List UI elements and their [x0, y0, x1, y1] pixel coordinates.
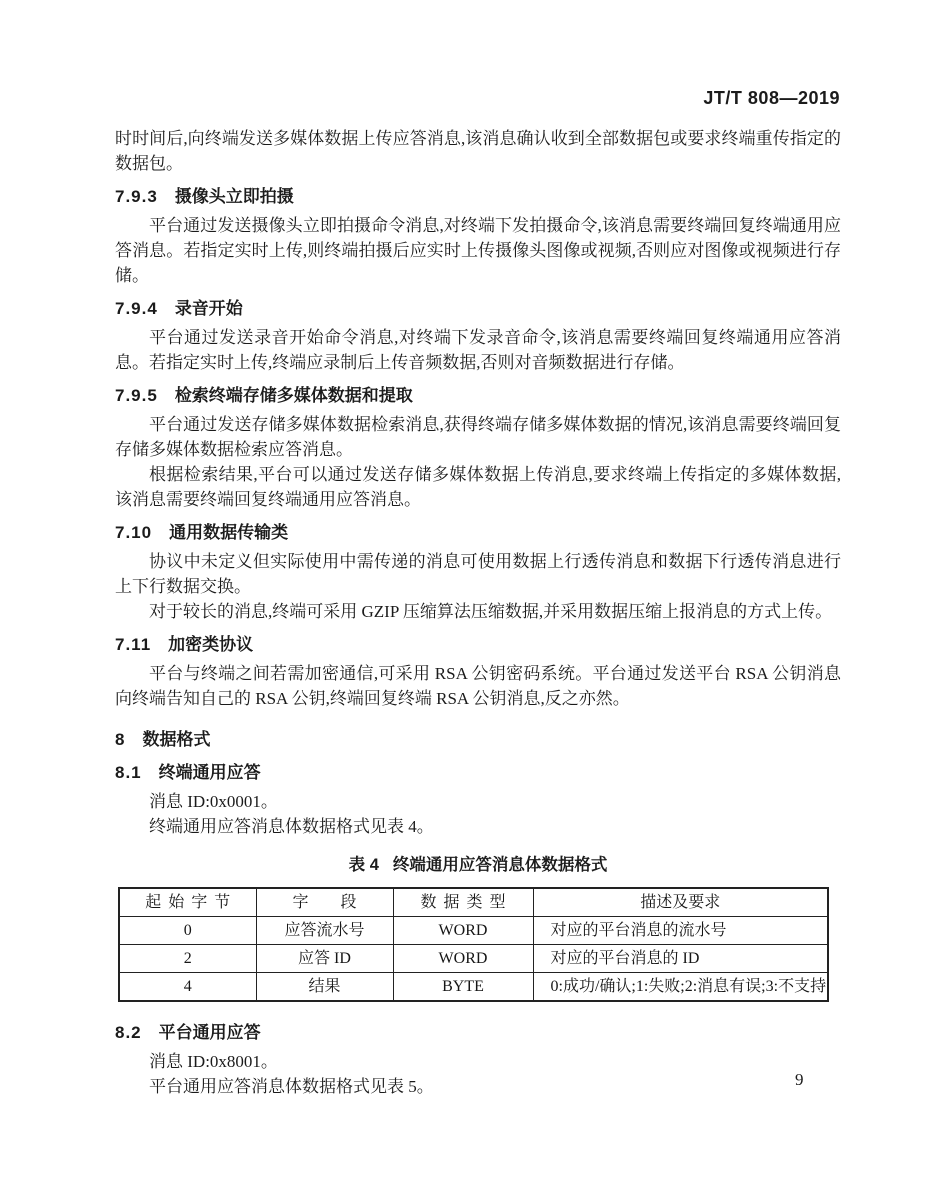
heading-title: 加密类协议	[168, 635, 254, 654]
section-heading-7-9-3	[115, 184, 841, 209]
heading-title: 检索终端存储多媒体数据和提取	[174, 386, 413, 405]
heading-number: 7.9.5	[115, 386, 158, 405]
page-number: 9	[795, 1070, 804, 1089]
chapter-heading-8	[115, 727, 841, 752]
paragraph: 协议中未定义但实际使用中需传递的消息可使用数据上行透传消息和数据下行透传消息进行上下行数据交换。	[115, 552, 841, 596]
cell-description: 对应的平台消息的流水号	[533, 917, 828, 945]
heading-number: 7.9.4	[115, 299, 158, 318]
cell-description: 0:成功/确认;1:失败;2:消息有误;3:不支持	[533, 973, 828, 1002]
header-cell-start-byte: 起 始 字 节	[119, 888, 256, 917]
heading-title: 摄像头立即拍摄	[174, 187, 294, 206]
heading-number: 7.10	[115, 523, 153, 542]
table-row	[119, 945, 828, 973]
message-id-line: 消息 ID:0x8001。	[149, 1052, 278, 1071]
heading-number: 8	[115, 730, 126, 749]
heading-title: 终端通用应答	[158, 763, 261, 782]
table-caption-title: 终端通用应答消息体数据格式	[392, 856, 608, 874]
section-heading-8-1	[115, 760, 841, 785]
heading-title: 通用数据传输类	[169, 523, 289, 542]
section-heading-7-11	[115, 632, 841, 657]
section-heading-7-9-5	[115, 383, 841, 408]
page-content	[115, 126, 841, 1099]
section-heading-7-9-4	[115, 296, 841, 321]
heading-title: 录音开始	[174, 299, 243, 318]
cell-field: 应答流水号	[256, 917, 393, 945]
paragraph: 平台通过发送摄像头立即拍摄命令消息,对终端下发拍摄命令,该消息需要终端回复终端通用应答消息。若指定实时上传,则终端拍摄后应实时上传摄像头图像或视频,否则应对图像或视频进行存储。	[115, 216, 841, 285]
header-cell-field: 字 段	[256, 888, 393, 917]
heading-number: 8.1	[115, 763, 142, 782]
message-id-line: 消息 ID:0x0001。	[149, 792, 278, 811]
table-reference-line: 平台通用应答消息体数据格式见表 5。	[149, 1077, 434, 1096]
paragraph: 平台通过发送录音开始命令消息,对终端下发录音命令,该消息需要终端回复终端通用应答消息。若指定实时上传,终端应录制后上传音频数据,否则对音频数据进行存储。	[115, 328, 841, 372]
section-heading-7-10	[115, 520, 841, 545]
paragraph: 根据检索结果,平台可以通过发送存储多媒体数据上传消息,要求终端上传指定的多媒体数据,该消息需要终端回复终端通用应答消息。	[115, 465, 841, 509]
table-caption-label: 表 4	[348, 856, 379, 874]
header-cell-description: 描述及要求	[533, 888, 828, 917]
heading-title: 平台通用应答	[158, 1023, 261, 1042]
table-body	[119, 917, 828, 1002]
heading-number: 7.11	[115, 635, 152, 654]
section-heading-8-2	[115, 1020, 841, 1045]
table-4	[118, 887, 829, 1002]
table-row	[119, 917, 828, 945]
heading-title: 数据格式	[142, 730, 211, 749]
cell-description: 对应的平台消息的 ID	[533, 945, 828, 973]
cell-start-byte: 4	[119, 973, 256, 1002]
paragraph: 平台通过发送存储多媒体数据检索消息,获得终端存储多媒体数据的情况,该消息需要终端回复存储多媒体数据检索应答消息。	[115, 415, 841, 459]
heading-number: 7.9.3	[115, 187, 158, 206]
cell-field: 应答 ID	[256, 945, 393, 973]
header-cell-data-type: 数 据 类 型	[393, 888, 533, 917]
table-reference-line: 终端通用应答消息体数据格式见表 4。	[149, 817, 434, 836]
table-4-caption	[115, 853, 841, 878]
table-row	[119, 973, 828, 1002]
table-header-row	[119, 888, 828, 917]
cell-data-type: WORD	[393, 945, 533, 973]
cell-field: 结果	[256, 973, 393, 1002]
cell-start-byte: 2	[119, 945, 256, 973]
doc-number: JT/T 808—2019	[703, 88, 840, 108]
table-header	[119, 888, 828, 917]
paragraph-continuation: 时时间后,向终端发送多媒体数据上传应答消息,该消息确认收到全部数据包或要求终端重传指定的数据包。	[115, 129, 841, 173]
cell-data-type: WORD	[393, 917, 533, 945]
cell-start-byte: 0	[119, 917, 256, 945]
cell-data-type: BYTE	[393, 973, 533, 1002]
paragraph: 对于较长的消息,终端可采用 GZIP 压缩算法压缩数据,并采用数据压缩上报消息的方式上传。	[149, 602, 833, 621]
paragraph: 平台与终端之间若需加密通信,可采用 RSA 公钥密码系统。平台通过发送平台 RSA 公钥消息向终端告知自己的 RSA 公钥,终端回复终端 RSA 公钥消息,反之亦然。	[115, 664, 841, 708]
heading-number: 8.2	[115, 1023, 142, 1042]
